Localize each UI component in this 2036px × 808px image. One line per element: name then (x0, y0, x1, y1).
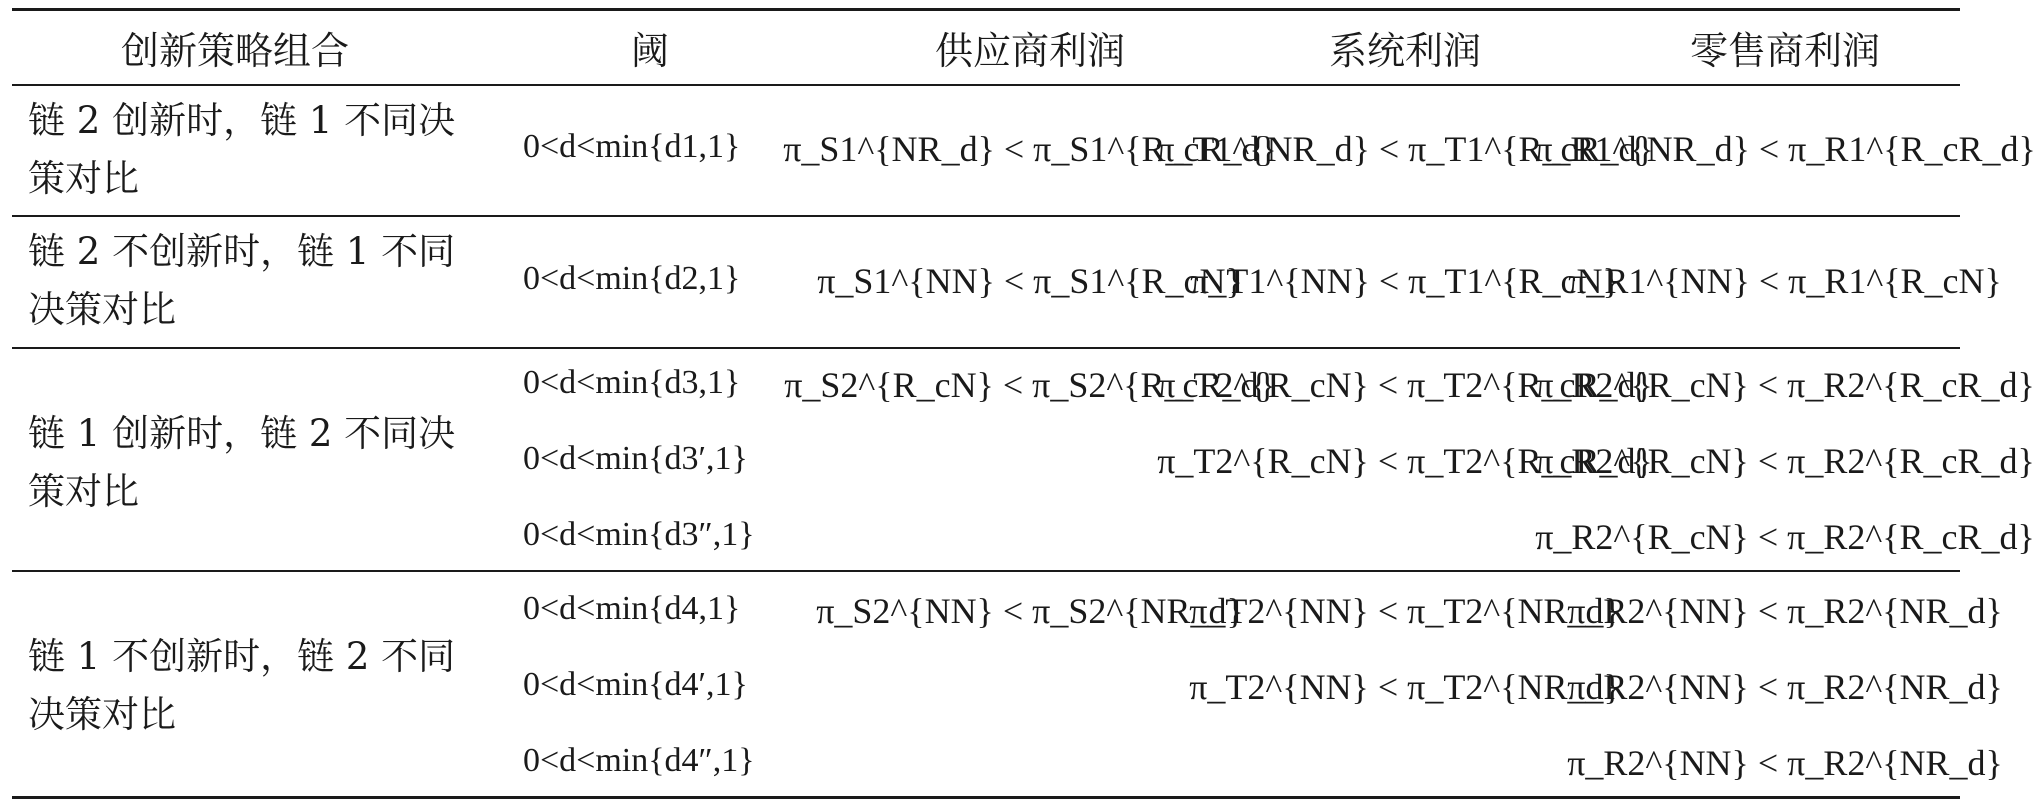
threshold-text: 0<d<min{d4″,1} (523, 742, 755, 779)
threshold-text: 0<d<min{d2,1} (523, 260, 741, 297)
retailer-ineq-row-4b: π_R2^{NN} < π_R2^{NR_d} (1567, 667, 2003, 707)
table-bottom-rule (12, 796, 1960, 799)
system-ineq-row-2: π_T1^{NN} < π_T1^{R_cN} (1190, 261, 1620, 301)
header-supplier-profit: 供应商利润 (934, 29, 1126, 73)
supplier-ineq-row-3: π_S2^{R_cN} < π_S2^{R_cR_d} (784, 365, 1276, 405)
header-retailer-profit: 零售商利润 (1689, 29, 1881, 73)
retailer-ineq-row-2: π_R1^{NN} < π_R1^{R_cN} (1568, 261, 2002, 301)
retailer-ineq-row-3c: π_R2^{R_cN} < π_R2^{R_cR_d} (1535, 517, 2035, 557)
retailer-ineq-row-3b: π_R2^{R_cN} < π_R2^{R_cR_d} (1535, 441, 2035, 481)
system-ineq-row-4b: π_T2^{NN} < π_T2^{NR_d} (1189, 667, 1621, 707)
header-strategy: 创新策略组合 (120, 29, 350, 73)
threshold-text: 0<d<min{d3″,1} (523, 516, 755, 553)
supplier-ineq-row-1: π_S1^{NR_d} < π_S1^{R_cR_d} (783, 129, 1277, 169)
supplier-ineq-row-4: π_S2^{NN} < π_S2^{NR_d} (816, 591, 1244, 631)
strategy-row-4: 链 1 不创新时，链 2 不同决策对比 (28, 635, 456, 736)
threshold-row-4a (523, 590, 740, 628)
threshold-row-1 (523, 128, 740, 166)
threshold-text: 0<d<min{d4,1} (523, 590, 741, 627)
row-rule-1 (12, 215, 1960, 217)
row-rule-3 (12, 570, 1960, 572)
row-rule-2 (12, 347, 1960, 349)
retailer-ineq-row-4a: π_R2^{NN} < π_R2^{NR_d} (1567, 591, 2003, 631)
strategy-row-3: 链 1 创新时，链 2 不同决策对比 (28, 412, 456, 513)
retailer-ineq-row-4c: π_R2^{NN} < π_R2^{NR_d} (1567, 743, 2003, 783)
strategy-row-1: 链 2 创新时，链 1 不同决策对比 (28, 99, 456, 200)
strategy-row-2: 链 2 不创新时，链 1 不同决策对比 (28, 230, 456, 331)
threshold-row-4b (523, 666, 748, 704)
table-top-rule (12, 8, 1960, 11)
threshold-text: 0<d<min{d4′,1} (523, 666, 748, 703)
header-system-profit: 系统利润 (1328, 29, 1482, 73)
retailer-ineq-row-1: π_R1^{NR_d} < π_R1^{R_cR_d} (1534, 129, 2036, 169)
threshold-text: 0<d<min{d1,1} (523, 128, 741, 165)
system-ineq-row-4a: π_T2^{NN} < π_T2^{NR_d} (1189, 591, 1621, 631)
threshold-row-3b (523, 440, 748, 478)
system-ineq-row-1: π_T1^{NR_d} < π_T1^{R_cR_d} (1156, 129, 1654, 169)
system-ineq-row-3b: π_T2^{R_cN} < π_T2^{R_cR_d} (1157, 441, 1653, 481)
threshold-row-2 (523, 260, 740, 298)
supplier-ineq-row-2: π_S1^{NN} < π_S1^{R_cN} (817, 261, 1243, 301)
threshold-row-3a (523, 364, 740, 402)
retailer-ineq-row-3a: π_R2^{R_cN} < π_R2^{R_cR_d} (1535, 365, 2035, 405)
system-ineq-row-3a: π_T2^{R_cN} < π_T2^{R_cR_d} (1157, 365, 1653, 405)
threshold-row-4c (523, 742, 755, 780)
threshold-text: 0<d<min{d3′,1} (523, 440, 748, 477)
threshold-text: 0<d<min{d3,1} (523, 364, 741, 401)
header-threshold: 阈 (630, 29, 670, 73)
threshold-row-3c (523, 516, 755, 554)
header-rule (12, 84, 1960, 86)
